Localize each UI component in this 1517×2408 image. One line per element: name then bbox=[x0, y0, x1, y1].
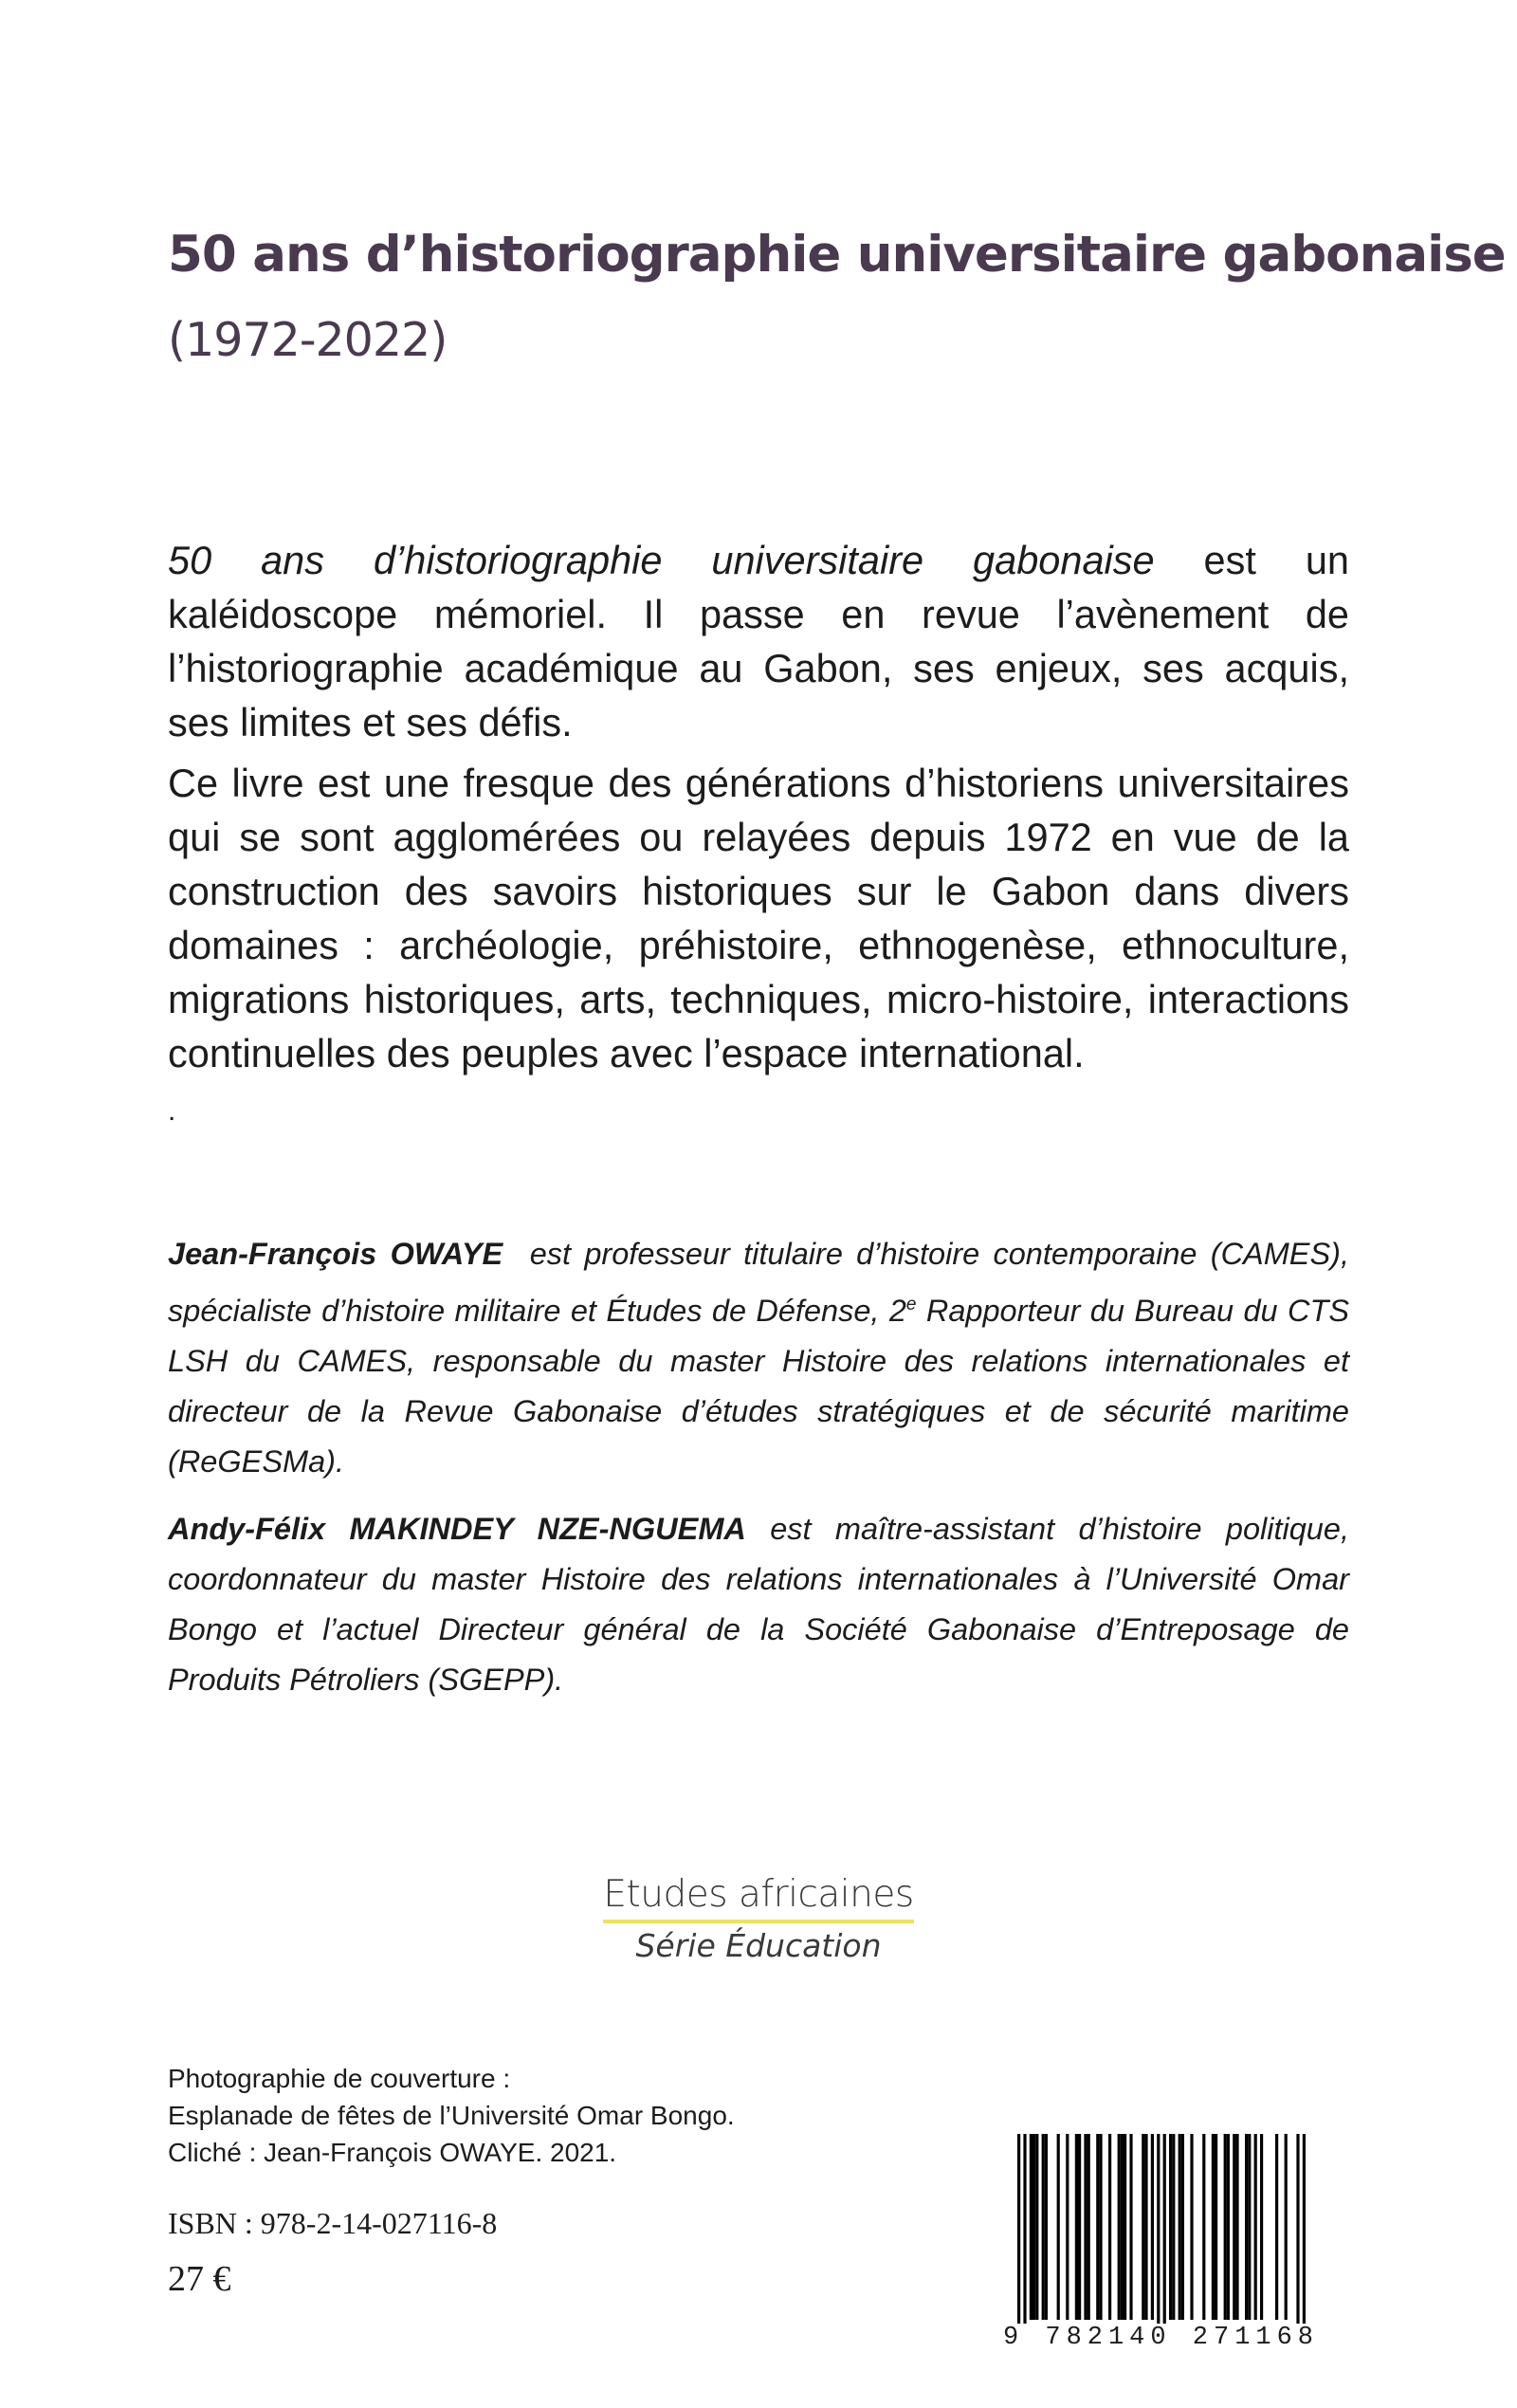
barcode-bar bbox=[1254, 2134, 1257, 2320]
book-subtitle: (1972-2022) bbox=[168, 313, 448, 367]
collection-block bbox=[0, 1873, 1517, 1964]
barcode-bar bbox=[1057, 2134, 1060, 2320]
barcode-bar bbox=[1078, 2134, 1081, 2320]
barcode-bar bbox=[1179, 2134, 1181, 2320]
credit-line-2: Esplanade de fêtes de l’Université Omar Bongo. bbox=[168, 2101, 735, 2130]
barcode-bar bbox=[1017, 2134, 1020, 2324]
barcode-bar bbox=[1118, 2134, 1121, 2320]
barcode-bar bbox=[1275, 2134, 1278, 2320]
barcode-bar bbox=[1190, 2134, 1193, 2320]
barcode-digits: 9 782140 271168 bbox=[1002, 2324, 1320, 2352]
barcode-bar bbox=[1202, 2134, 1205, 2320]
barcode-bar bbox=[1045, 2134, 1048, 2320]
barcode-bar bbox=[1066, 2134, 1069, 2320]
barcode-bar bbox=[1144, 2134, 1147, 2320]
barcode bbox=[998, 2134, 1324, 2350]
barcode-bar bbox=[1163, 2134, 1166, 2324]
barcode-bar bbox=[1169, 2134, 1172, 2320]
barcode-bar bbox=[1042, 2134, 1045, 2320]
barcode-bar bbox=[1030, 2134, 1033, 2320]
barcode-bar bbox=[1233, 2134, 1235, 2320]
barcode-bar bbox=[1245, 2134, 1248, 2320]
barcode-bar bbox=[1212, 2134, 1215, 2320]
barcode-bar bbox=[1033, 2134, 1035, 2320]
barcode-bar bbox=[1099, 2134, 1102, 2320]
collection-series: Série Éducation bbox=[635, 1927, 882, 1964]
isbn: ISBN : 978-2-14-027116-8 bbox=[168, 2206, 498, 2240]
barcode-bar bbox=[1172, 2134, 1175, 2320]
barcode-bars bbox=[998, 2134, 1324, 2324]
author-bio-2-text: est maître-assistant d’histoire politique, coordonnateur du master Histoire des relations internationales à l’Université Omar Bongo et l’actuel Directeur général de la Société Gabonaise d’Entreposage de Produits Pétroliers (SGEPP). bbox=[168, 1512, 1349, 1697]
blurb-dot: . bbox=[168, 1095, 176, 1127]
barcode-bar bbox=[1142, 2134, 1144, 2320]
barcode-bar bbox=[1215, 2134, 1217, 2320]
barcode-bar bbox=[1235, 2134, 1238, 2320]
credit-line-1: Photographie de couverture : bbox=[168, 2064, 511, 2093]
barcode-bar bbox=[1157, 2134, 1160, 2324]
barcode-bar bbox=[1108, 2134, 1111, 2320]
barcode-bar bbox=[1181, 2134, 1184, 2320]
collection-name: Etudes africaines bbox=[603, 1873, 913, 1923]
barcode-bar bbox=[1296, 2134, 1299, 2324]
barcode-bar bbox=[1087, 2134, 1090, 2320]
barcode-bar bbox=[1023, 2134, 1026, 2324]
barcode-bar bbox=[1096, 2134, 1099, 2320]
blurb-title-italic: 50 ans d’historiographie universitaire gabonaise bbox=[168, 538, 1155, 582]
barcode-bar bbox=[1035, 2134, 1038, 2320]
book-title: 50 ans d’historiographie universitaire gabonaise bbox=[168, 226, 1506, 284]
barcode-bar bbox=[1084, 2134, 1087, 2320]
barcode-bar bbox=[1303, 2134, 1306, 2324]
author-bio-1-sup: e bbox=[905, 1295, 917, 1314]
author-bio-1-text-b: Rapporteur du Bureau du CTS LSH du CAMES, responsable du master Histoire des relations internationales et directeur de la Revue Gabonaise d’études stratégiques et de sécurité maritime (ReGESMa). bbox=[168, 1293, 1350, 1479]
barcode-bar bbox=[1224, 2134, 1227, 2320]
author-name-1: Jean-François OWAYE bbox=[168, 1237, 503, 1271]
author-name-2: Andy-Félix MAKINDEY NZE-NGUEMA bbox=[168, 1512, 746, 1546]
barcode-bar bbox=[1124, 2134, 1126, 2320]
blurb-paragraph-2: Ce livre est une fresque des générations d’historiens universitaires qui se sont agglomérées ou relayées depuis 1972 en vue de la construction des savoirs historiques sur le Gabon dans divers domaines : archéologie, préhistoire, ethnogenèse, ethnoculture, migrations historiques, arts, techniques, micro-histoire, interactions continuelles des peuples avec l’espace international. bbox=[168, 761, 1349, 1075]
author-bio-2 bbox=[168, 1504, 1349, 1705]
barcode-bar bbox=[1129, 2134, 1132, 2320]
blurb-paragraph-1 bbox=[168, 533, 1349, 749]
barcode-bar bbox=[1075, 2134, 1078, 2320]
barcode-bar bbox=[1121, 2134, 1124, 2320]
author-bio-1-text-a: est professeur titulaire d’histoire contemporaine (CAMES), spécialiste d’histoire militaire et Études de Défense, 2 bbox=[168, 1237, 1359, 1328]
photo-credits bbox=[168, 2060, 735, 2171]
barcode-bar bbox=[1227, 2134, 1230, 2320]
barcode-bar bbox=[1260, 2134, 1263, 2320]
price: 27 € bbox=[168, 2259, 231, 2299]
barcode-bar bbox=[1285, 2134, 1288, 2320]
blurb-p1-text: est un kaléidoscope mémoriel. Il passe en revue l’avènement de l’historiographie académique au Gabon, ses enjeux, ses acquis, ses limites et ses défis. bbox=[168, 538, 1349, 744]
barcode-bar bbox=[1151, 2134, 1154, 2320]
barcode-bar bbox=[1248, 2134, 1251, 2320]
credit-line-3: Cliché : Jean-François OWAYE. 2021. bbox=[168, 2138, 617, 2167]
author-bio-1 bbox=[168, 1229, 1359, 1487]
